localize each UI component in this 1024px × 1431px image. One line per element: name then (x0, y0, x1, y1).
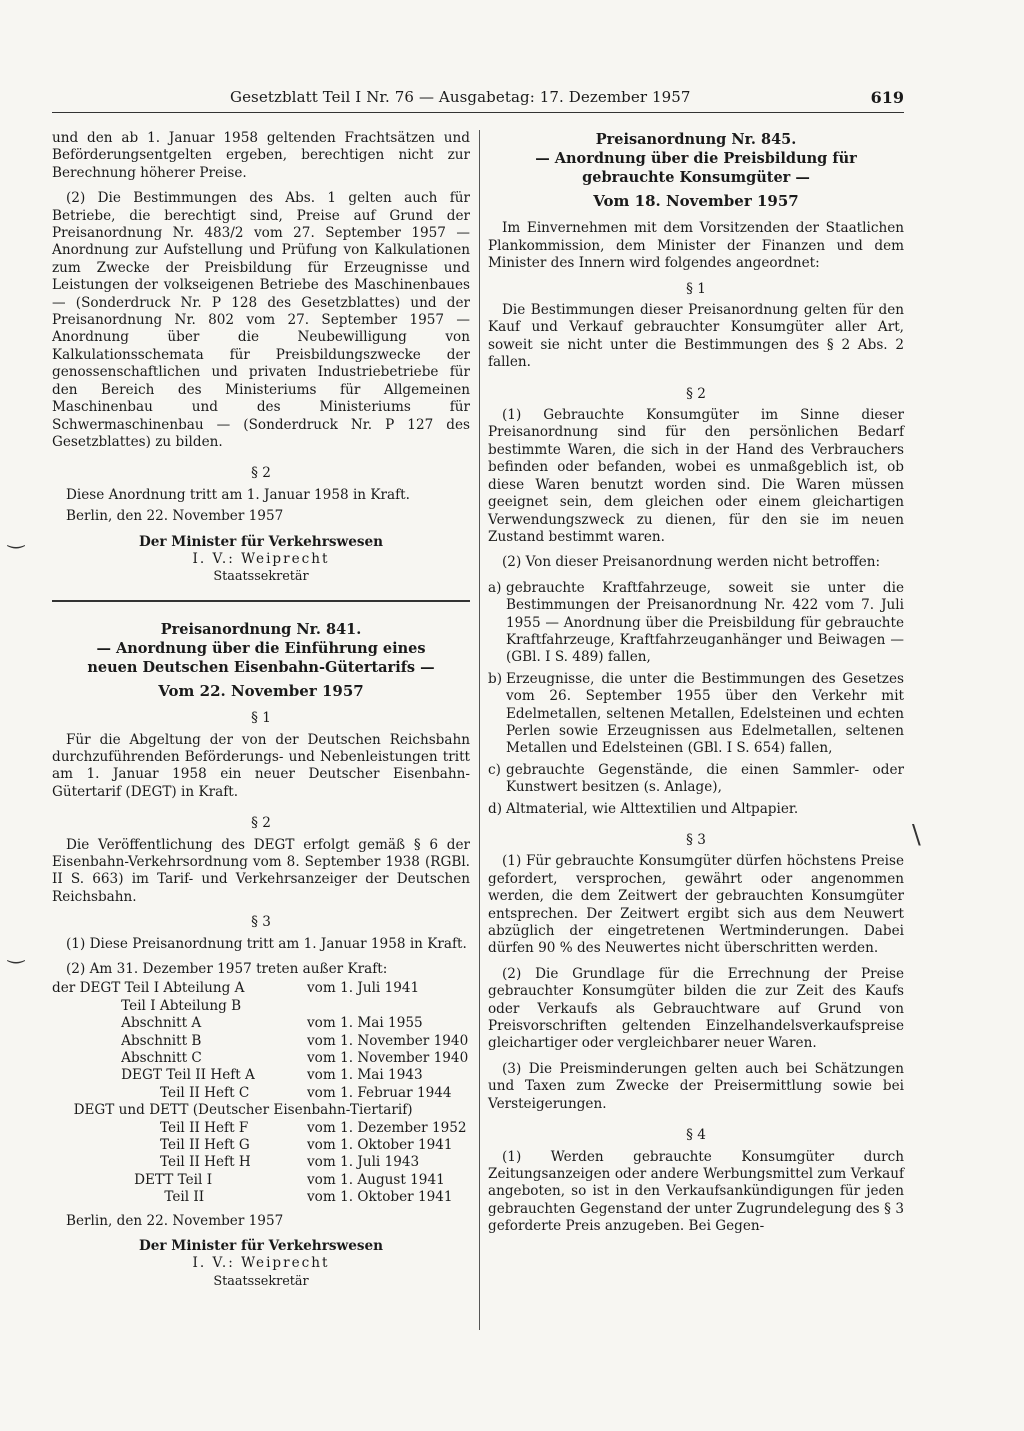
exclusion-item (488, 801, 904, 818)
schedule-row-left: Abschnitt A (52, 1015, 202, 1032)
schedule-row (52, 1015, 470, 1032)
exclusion-item-label: a) (488, 579, 502, 596)
schedule-row-right (307, 998, 470, 1015)
place-date-1: Berlin, den 22. November 1957 (66, 508, 284, 525)
left-column (52, 130, 470, 1290)
exclusion-item-text: gebrauchte Gegenstände, die einen Sammler- oder Kunstwert besitzen (s. Anlage), (506, 761, 904, 796)
schedule-row-right: vom 1. November 1940 (307, 1050, 469, 1066)
schedule-row (52, 1067, 470, 1084)
ord845-s4-label: § 4 (686, 1127, 706, 1144)
schedule-row-left: Teil II (52, 1189, 205, 1206)
ord845-s4-p1: (1) Werden gebrauchte Konsumgüter durch Zeitungsanzeigen oder andere Werbungsmittel zum Verkauf angeboten, so ist in den Verkaufsankündigungen für jeden gebrauchten Gegenstand der unter Zugrundelegung des § 3 geforderte Preis anzugeben. Bei Gegen- (488, 1148, 904, 1235)
schedule-row-right: vom 1. November 1940 (307, 1032, 469, 1049)
ord841-s2-text: Die Veröffentlichung des DEGT erfolgt gemäß § 6 der Eisenbahn-Verkehrsordnung vom 8. September 1938 (RGBl. II S. 663) im Tarif- und Verkehrsanzeiger der Deutschen Reichsbahn. (52, 836, 470, 905)
schedule-row-left: Abschnitt C (52, 1050, 202, 1066)
signer-title-1: Der Minister für Verkehrswesen (138, 533, 384, 550)
ord841-s2-label: § 2 (251, 815, 271, 832)
schedule-row-right: vom 1. Mai 1955 (307, 1015, 423, 1032)
schedule-row (52, 1137, 470, 1154)
schedule-row-right: vom 1. Juli 1943 (307, 1154, 420, 1171)
ord845-subtitle: — Anordnung über die Preisbildung für gebrauchte Konsumgüter — (535, 150, 857, 186)
schedule-row (52, 1050, 470, 1067)
schedule-row-left: Abschnitt B (52, 1032, 202, 1049)
schedule-row-left: Teil II Heft F (52, 1119, 249, 1136)
ord841-signer-title: Der Minister für Verkehrswesen (138, 1237, 384, 1254)
schedule-row-left: DEGT und DETT (Deutscher Eisenbahn-Tiertarif) (52, 1102, 413, 1119)
exclusion-item-text: gebrauchte Kraftfahrzeuge, soweit sie unter die Bestimmungen der Preisanordnung Nr. 422 vom 7. Juli 1955 — Anordnung über die Preisbildung für gebrauchte Kraftfahrzeuge, Kraftfahrzeuganhänger und Beiwagen — (GBl. I S. 489) fallen, (506, 579, 904, 666)
section-2-label: § 2 (251, 465, 271, 482)
signer-name-1: I. V.: Weiprecht (192, 550, 330, 567)
ord845-title: Preisanordnung Nr. 845. (595, 131, 797, 148)
margin-mark-right: \ (912, 820, 921, 850)
ord841-s1-text: Für die Abgeltung der von der Deutschen Reichsbahn durchzuführenden Beförderungs- und Nebenleistungen tritt am 1. Januar 1958 ein neuer Deutscher Eisenbahn-Gütertarif (DEGT) in Kraft. (52, 731, 470, 800)
column-divider (479, 130, 480, 1330)
schedule-row-left: DETT Teil I (52, 1171, 213, 1188)
schedule-row (52, 1120, 470, 1137)
schedule-row-left: Teil II Heft G (52, 1136, 250, 1153)
schedule-row (52, 1033, 470, 1050)
repeal-schedule (52, 980, 470, 1206)
ord845-s2-p1: (1) Gebrauchte Konsumgüter im Sinne dieser Preisanordnung sind für den persönlichen Bedarf bestimmte Waren, die sich in der Hand des Verbrauchers befinden oder befanden, wobei es unmaßgeblich ist, ob diese Waren benutzt worden sind. Die Waren müssen geeignet sein, dem gleichen oder einem gleichartigen Verwendungszweck zu dienen, für den sie im neuen Zustand bestimmt waren. (488, 407, 904, 545)
right-column (488, 130, 904, 1236)
schedule-row (52, 980, 470, 997)
ord841-title: Preisanordnung Nr. 841. (160, 620, 362, 638)
schedule-row-right: vom 1. Februar 1944 (307, 1084, 452, 1101)
schedule-row-right: vom 1. Dezember 1952 (307, 1119, 467, 1136)
section-2-text: Diese Anordnung tritt am 1. Januar 1958 in Kraft. (66, 486, 410, 503)
schedule-row-left: DEGT Teil II Heft A (52, 1067, 255, 1084)
schedule-row-right: vom 1. Oktober 1941 (307, 1189, 453, 1206)
section-rule (52, 600, 470, 602)
exclusion-item-label: d) (488, 800, 503, 817)
ord841-s3-p2: (2) Am 31. Dezember 1957 treten außer Kraft: (66, 961, 388, 978)
ord845-s2-label: § 2 (686, 385, 706, 402)
ord845-s1-label: § 1 (686, 280, 706, 297)
schedule-row (52, 1085, 470, 1102)
page-number: 619 (870, 88, 904, 107)
schedule-row (52, 1102, 470, 1119)
ord845-s3-p1: (1) Für gebrauchte Konsumgüter dürfen höchstens Preise gefordert, versprochen, gewährt oder angenommen werden, die dem Zeitwert der gebrauchten Konsumgüter entsprechen. Der Zeitwert ergibt sich aus dem Neuwert abzüglich der eingetretenen Wertminderungen. Dabei dürfen 90 % des Neuwertes nicht überschritten werden. (488, 853, 904, 957)
ord841-place-date: Berlin, den 22. November 1957 (66, 1212, 284, 1229)
ord845-preamble: Im Einvernehmen mit dem Vorsitzenden der Staatlichen Plankommission, dem Minister der Finanzen und dem Minister des Innern wird folgendes angeordnet: (488, 220, 904, 272)
ord841-s3-label: § 3 (251, 914, 271, 931)
exclusion-item-label: c) (488, 761, 501, 778)
schedule-row-left: Teil II Heft C (52, 1084, 250, 1101)
intro-paragraph-2: (2) Die Bestimmungen des Abs. 1 gelten auch für Betriebe, die berechtigt sind, Preise auf Grund der Preisanordnung Nr. 483/2 vom 27. September 1957 — Anordnung zur Aufstellung und Prüfung von Kalkulationen zum Zwecke der Preisbildung für Erzeugnisse und Leistungen der volkseigenen Betriebe des Maschinenbaues — (Sonderdruck Nr. P 128 des Gesetzblattes) und der Preisanordnung Nr. 802 vom 27. September 1957 — Anordnung über die Neubewilligung von Kalkulationsschemata für Preisbildungszwecke der genossenschaftlichen und privaten Industriebetriebe für den Bereich des Ministeriums für Allgemeinen Maschinenbau und des Ministeriums für Schwermaschinenbau — (Sonderdruck Nr. P 127 des Gesetzblattes) zu bilden. (52, 190, 470, 450)
schedule-row-left: der DEGT Teil I Abteilung A (52, 980, 245, 997)
ord845-s1-text: Die Bestimmungen dieser Preisanordnung gelten für den Kauf und Verkauf gebrauchter Konsumgüter aller Art, soweit sie nicht unter die Bestimmungen des § 2 Abs. 2 fallen. (488, 302, 904, 371)
exclusion-item-text: Erzeugnisse, die unter die Bestimmungen des Gesetzes vom 26. September 1955 über den Verkehr mit Edelmetallen, seltenen Metallen, Edelsteinen und echten Perlen sowie Erzeugnissen aus Edelmetallen, seltenen Metallen und Edelsteinen (GBl. I S. 654) fallen, (506, 670, 904, 757)
schedule-row (52, 1189, 470, 1206)
margin-mark-left-lower: ‿ (8, 940, 25, 964)
ord841-subtitle: — Anordnung über die Einführung eines neuen Deutschen Eisenbahn-Gütertarifs — (87, 639, 435, 676)
ord845-s2-p2: (2) Von dieser Preisanordnung werden nicht betroffen: (502, 554, 881, 571)
margin-mark-left-upper: ‿ (8, 525, 25, 549)
header-title: Gesetzblatt Teil I Nr. 76 — Ausgabetag: 17. Dezember 1957 (230, 88, 691, 106)
ord841-signer-role: Staatssekretär (213, 1273, 309, 1289)
ord841-date: Vom 22. November 1957 (158, 681, 364, 700)
ord845-s3-label: § 3 (686, 832, 706, 848)
schedule-row (52, 1172, 470, 1189)
ord845-s3-p2: (2) Die Grundlage für die Errechnung der Preise gebrauchter Konsumgüter bilden die zur Zeit des Kaufs oder Verkaufs als Gebrauchtware auf Grund von Preisvorschriften geltenden Einzelhandelsverkaufspreise gleichartiger oder vergleichbarer neuer Waren. (488, 965, 904, 1052)
schedule-row-right: vom 1. Mai 1943 (307, 1067, 423, 1084)
ord841-s1-label: § 1 (251, 710, 271, 727)
schedule-row-right: vom 1. Oktober 1941 (307, 1136, 453, 1153)
schedule-row-right: vom 1. Juli 1941 (307, 980, 420, 997)
exclusion-item (488, 671, 904, 758)
schedule-row-left: Teil II Heft H (52, 1154, 251, 1171)
schedule-row-right (413, 1102, 470, 1119)
intro-paragraph-1: und den ab 1. Januar 1958 geltenden Frachtsätzen und Beförderungsentgelten ergeben, berechtigen nicht zur Berechnung höherer Preise. (52, 130, 470, 181)
signer-role-1: Staatssekretär (213, 569, 309, 585)
schedule-row-left: Teil I Abteilung B (52, 997, 242, 1014)
ord841-s3-p1: (1) Diese Preisanordnung tritt am 1. Januar 1958 in Kraft. (66, 935, 467, 952)
schedule-row (52, 998, 470, 1015)
ord845-date: Vom 18. November 1957 (593, 192, 799, 210)
exclusion-item-text: Altmaterial, wie Alttextilien und Altpapier. (506, 800, 799, 817)
schedule-row-right: vom 1. August 1941 (307, 1171, 445, 1188)
ord841-signer-name: I. V.: Weiprecht (192, 1255, 330, 1272)
exclusion-item (488, 580, 904, 667)
exclusion-item (488, 762, 904, 797)
page-header (52, 88, 904, 113)
ord845-s3-p3: (3) Die Preisminderungen gelten auch bei Schätzungen und Taxen zum Zwecke der Preisermittlung sowie bei Versteigerungen. (488, 1060, 904, 1112)
schedule-row (52, 1154, 470, 1171)
exclusion-item-label: b) (488, 670, 503, 687)
